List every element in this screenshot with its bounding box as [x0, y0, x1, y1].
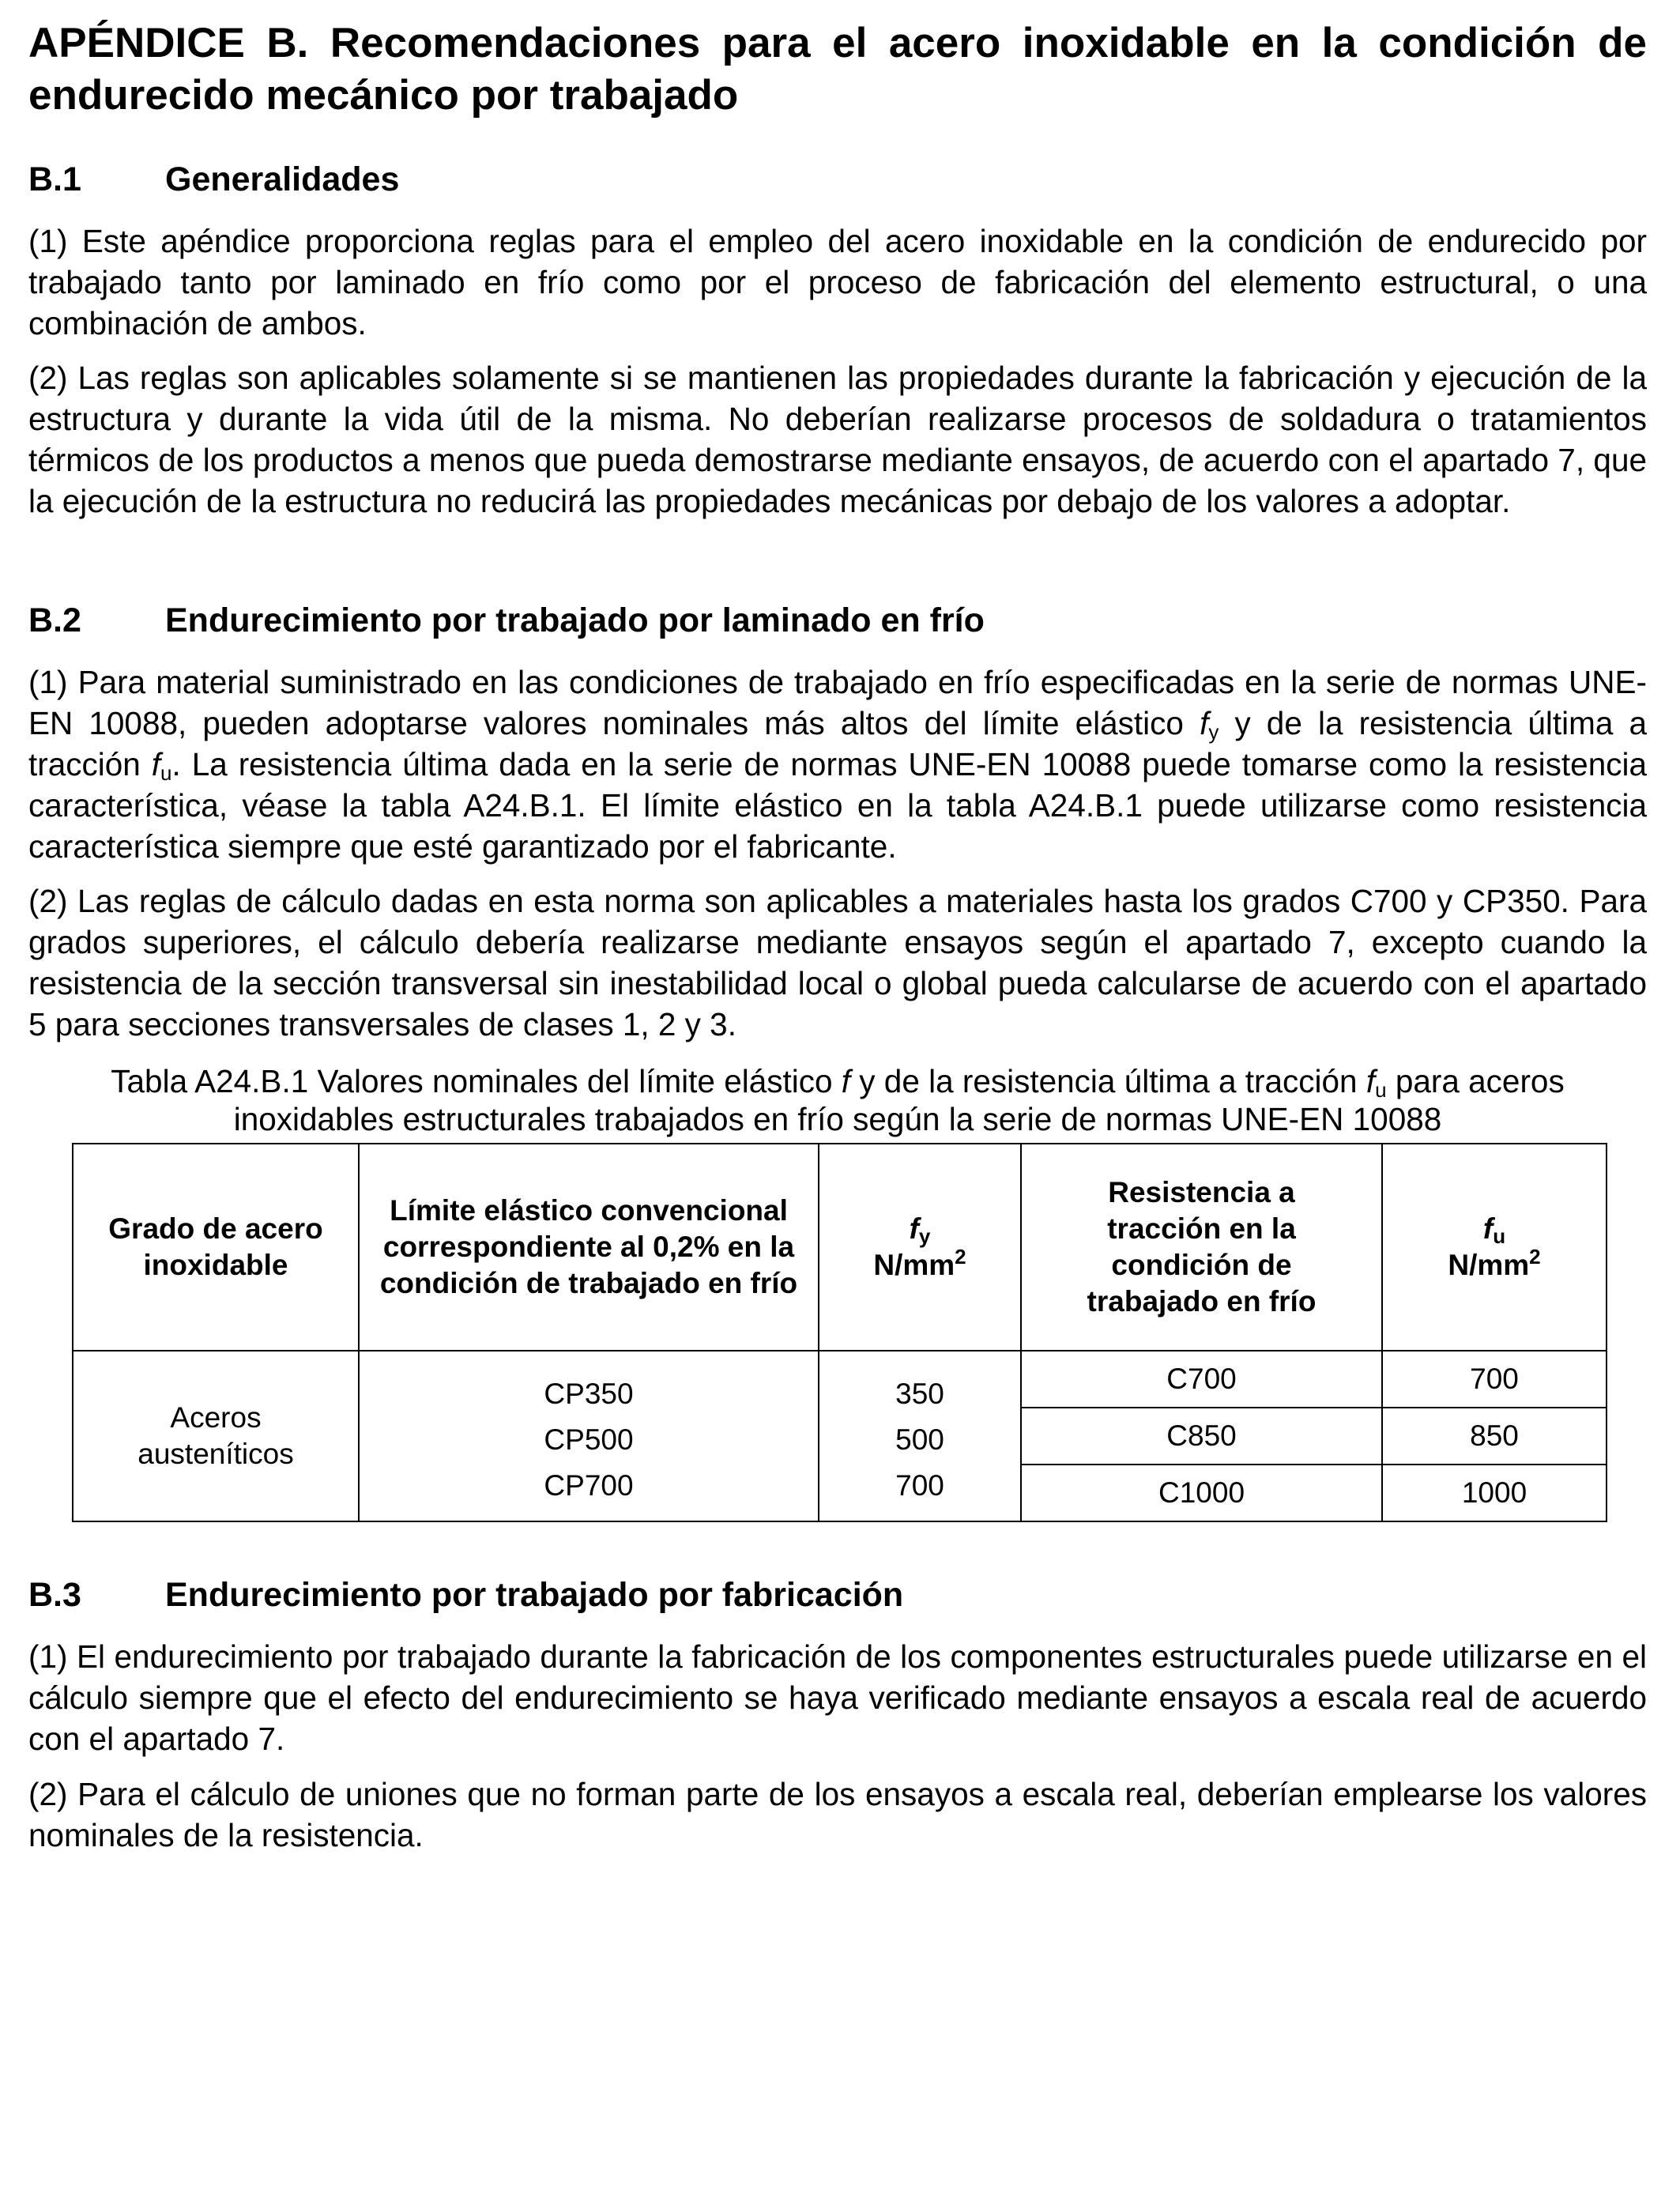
header-yield-strength: Límite elástico convencional correspondiente al 0,2% en la condición de trabajado en frío	[359, 1144, 819, 1351]
header-fy: $f_y$ $N/mm^2$	[819, 1144, 1021, 1351]
paragraph-b1-2: (2) Las reglas son aplicables solamente si se mantienen las propiedades durante la fabricación y ejecución de la estructura y durante la vida útil de la misma. No deberían realizarse procesos de soldadura o tratamientos térmicos de los productos a menos que pueda demostrarse mediante ensayos, de acuerdo con el apartado 7, que la ejecución de la estructura no reducirá las propiedades mecánicas por debajo de los valores a adoptar.	[28, 360, 1647, 519]
section-title: Endurecimiento por trabajado por fabricación	[165, 1576, 904, 1614]
paragraph-b3-1: (1) El endurecimiento por trabajado durante la fabricación de los componentes estructurales puede utilizarse en el cálculo siempre que el efecto del endurecimiento se haya verificado mediante ensayos a escala real de acuerdo con el apartado 7.	[28, 1638, 1647, 1757]
table-caption: Tabla A24.B.1 Valores nominales del límite elástico f y de la resistencia última a tracción $f_u$ para aceros inoxidables estructurales trabajados en frío según la serie de normas UNE-EN 10088	[111, 1063, 1565, 1137]
section-number: B.1	[28, 160, 81, 198]
header-tensile-strength: Resistencia a tracción en la condición de trabajado en frío	[1021, 1144, 1382, 1351]
header-grade: Grado de acero inoxidable	[73, 1144, 359, 1351]
cell-fy-values: 350 500 700	[819, 1351, 1021, 1521]
cell-c-grade: C1000	[1021, 1465, 1382, 1521]
cell-grade: Aceros austeníticos	[73, 1351, 359, 1521]
table-header-row	[73, 1144, 1607, 1351]
section-title: Endurecimiento por trabajado por laminado en frío	[165, 601, 985, 639]
cell-c-grade: C700	[1021, 1351, 1382, 1408]
paragraph-b3-2: (2) Para el cálculo de uniones que no forman parte de los ensayos a escala real, deberían emplearse los valores nominales de la resistencia.	[28, 1776, 1647, 1853]
paragraph-b2-2: (2) Las reglas de cálculo dadas en esta norma son aplicables a materiales hasta los grados C700 y CP350. Para grados superiores, el cálculo debería realizarse mediante ensayos según el apartado 7, excepto cuando la resistencia de la sección transversal sin inestabilidad local o global pueda calcularse de acuerdo con el apartado 5 para secciones transversales de clases 1, 2 y 3.	[28, 883, 1647, 1042]
values-table	[72, 1143, 1607, 1522]
appendix-title: APÉNDICE B. Recomendaciones para el acero inoxidable en la condición de endurecido mecánico por trabajado	[28, 20, 1647, 119]
cell-fu-value: 1000	[1382, 1465, 1607, 1521]
header-fu: $f_u$ $N/mm^2$	[1382, 1144, 1607, 1351]
section-heading-b2	[28, 598, 1647, 643]
cell-c-grade: C850	[1021, 1408, 1382, 1465]
section-number: B.2	[28, 601, 81, 639]
paragraph-b1-1: (1) Este apéndice proporciona reglas para el empleo del acero inoxidable en la condición de endurecido por trabajado tanto por laminado en frío como por el proceso de fabricación del elemento estructural, o una combinación de ambos.	[28, 223, 1647, 341]
table-row	[73, 1351, 1607, 1408]
paragraph-b2-1: (1) Para material suministrado en las condiciones de trabajado en frío especificadas en la serie de normas UNE-EN 10088, pueden adoptarse valores nominales más altos del límite elástico $f_y$ y de la resistencia última a tracción $f_u$. La resistencia última dada en la serie de normas UNE-EN 10088 puede tomarse como la resistencia característica, véase la tabla A24.B.1. El límite elástico en la tabla A24.B.1 puede utilizarse como resistencia característica siempre que esté garantizado por el fabricante.	[28, 664, 1648, 865]
section-number: B.3	[28, 1576, 81, 1614]
section-heading-b1	[28, 157, 1647, 202]
cell-fu-value: 700	[1382, 1351, 1607, 1408]
cell-cp-grades: CP350 CP500 CP700	[359, 1351, 819, 1521]
cell-fu-value: 850	[1382, 1408, 1607, 1465]
section-title: Generalidades	[165, 160, 400, 198]
section-heading-b3	[28, 1573, 1647, 1617]
